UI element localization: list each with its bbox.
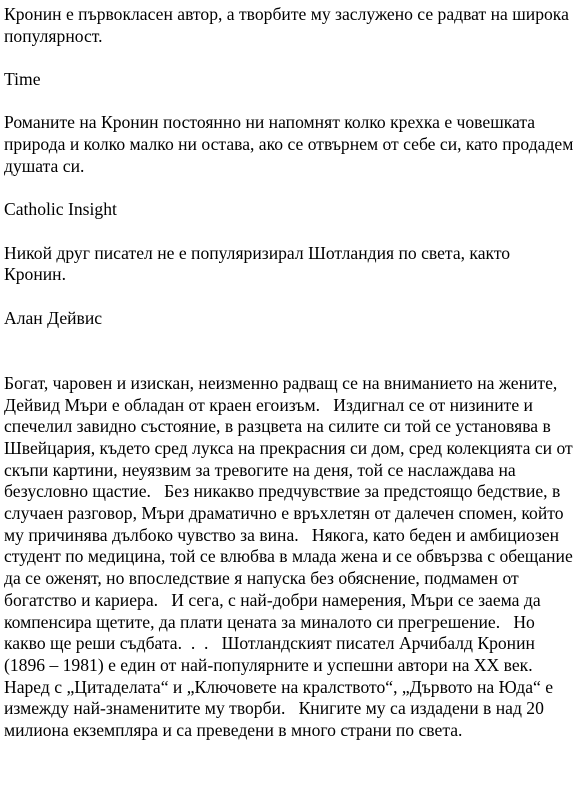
spacer (4, 47, 576, 69)
spacer (4, 286, 576, 308)
spacer (4, 329, 576, 372)
quote-source-time: Time (4, 69, 41, 90)
quote-source-catholic-insight: Catholic Insight (4, 199, 117, 220)
quote-source-alan-davis: Алан Дейвис (4, 307, 103, 328)
quote-text-time: Кронин е първокласен автор, а творбите му заслужено се радват на широка популярност. (4, 4, 569, 46)
quote-text-catholic-insight: Романите на Кронин постоянно ни напомнят колко крехка е човешката природа и колко малко ни остава, ако се отвърнем от себе си, като продадем душата си. (4, 112, 574, 176)
book-blurb-page (4, 4, 576, 742)
quote-text-alan-davis: Никой друг писател не е популяризирал Шотландия по света, както Кронин. (4, 242, 511, 285)
spacer (4, 178, 576, 200)
spacer (4, 91, 576, 113)
book-description: Богат, чаровен и изискан, неизменно радващ се на вниманието на жените, Дейвид Мъри е обладан от краен егоизъм. Издигнал се от низините и спечелил завидно състояние, в разцвета на силите си той се установява в Швейцария, където сред лукса на прекрасния си дом, сред колекцията си от скъпи картини, неуязвим за тревогите на деня, той се наслаждава на безусловно щастие. Без никакво предчувствие за предстоящо бедствие, в случаен разговор, Мъри драматично е връхлетян от далечен спомен, който му причинява дълбоко чувство за вина. Някога, като беден и амбициозен студент по медицина, той се влюбва в млада жена и се обвързва с обещание да се оженят, но впоследствие я напуска без обяснение, подмамен от богатство и кариера. И сега, с най-добри намерения, Мъри се заема да компенсира щетите, да плати цената за миналото си прегрешение. Но какво ще реши съдбата. . . Шотландският писател Арчибалд Кронин (1896 – 1981) е един от най-популярните и успешни автори на XX век. Наред с „Цитаделата“ и „Ключовете на кралството“, „Дървото на Юда“ е измежду най-знаменитите му творби. Книгите му са издадени в над 20 милиона екземпляра и са преведени в много страни по света. (4, 372, 578, 741)
spacer (4, 221, 576, 243)
